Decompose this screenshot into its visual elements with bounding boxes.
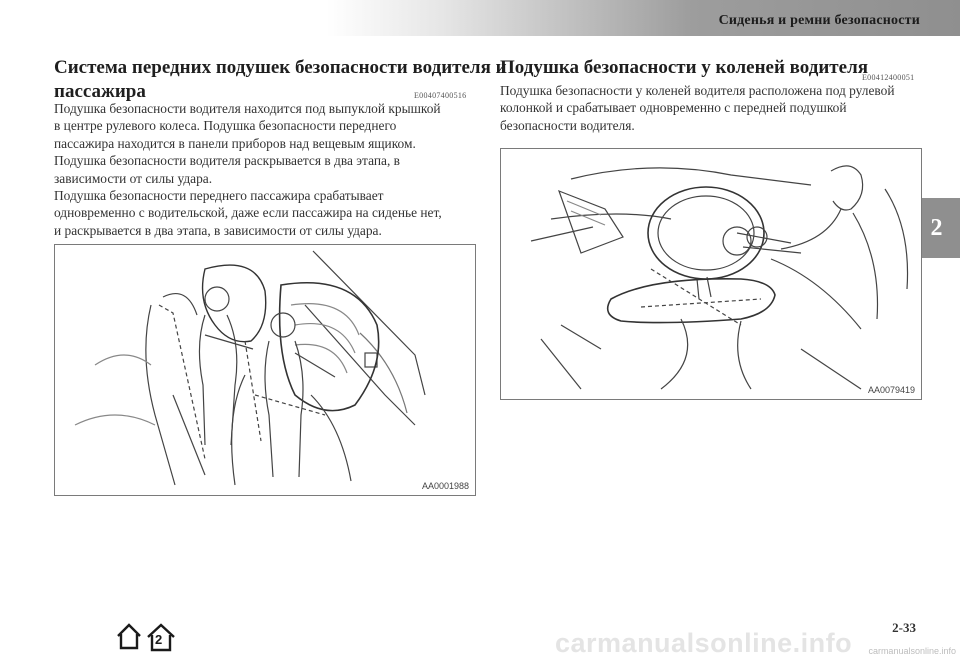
right-section-title: Подушка безопасности у коленей водителя (500, 57, 869, 78)
text-line: пассажира находится в панели приборов над вещевым ящиком. (54, 135, 416, 151)
chapter-tab[interactable]: 2 (913, 198, 960, 258)
text-line: безопасности водителя. (500, 117, 635, 133)
left-title-line-2: пассажира (54, 81, 146, 102)
text-line: Подушка безопасности водителя находится под выпуклой крышкой (54, 101, 441, 116)
home-icon[interactable] (116, 622, 142, 655)
text-line: Подушка безопасности водителя раскрывается в два этапа, в (54, 153, 400, 169)
figure-code: AA0079419 (867, 385, 915, 395)
knee-airbag-illustration (501, 149, 921, 399)
left-section-code: E00407400516 (414, 91, 467, 100)
header-bar (0, 0, 960, 36)
nav-chapter-number: 2 (155, 632, 163, 647)
front-airbags-illustration (55, 245, 475, 495)
chapter-home-icon[interactable] (146, 622, 176, 657)
watermark-small: carmanualsonline.info (868, 646, 956, 656)
watermark: carmanualsonline.info (555, 628, 853, 658)
text-line: колонкой и срабатывает одновременно с передней подушкой (500, 100, 847, 116)
left-title-line-1: Система передних подушек безопасности водителя и (54, 57, 507, 78)
page-number: 2-33 (892, 620, 916, 635)
page-header-title: Сиденья и ремни безопасности (718, 13, 920, 28)
knee-airbag-figure (500, 148, 922, 400)
text-line: и раскрывается в два этапа, в зависимости от силы удара. (54, 222, 382, 238)
text-line: одновременно с водительской, даже если пассажира на сиденье нет, (54, 205, 442, 221)
text-line: зависимости от силы удара. (54, 170, 213, 186)
text-line: Подушка безопасности переднего пассажира срабатывает (54, 188, 384, 204)
right-section-code: E00412400051 (862, 73, 915, 82)
left-paragraph (54, 100, 474, 239)
text-line: Подушка безопасности у коленей водителя расположена под рулевой (500, 83, 895, 98)
text-line: в центре рулевого колеса. Подушка безопасности переднего (54, 118, 397, 134)
figure-code: AA0001988 (421, 481, 469, 491)
front-airbags-figure (54, 244, 476, 496)
right-paragraph (500, 82, 920, 134)
